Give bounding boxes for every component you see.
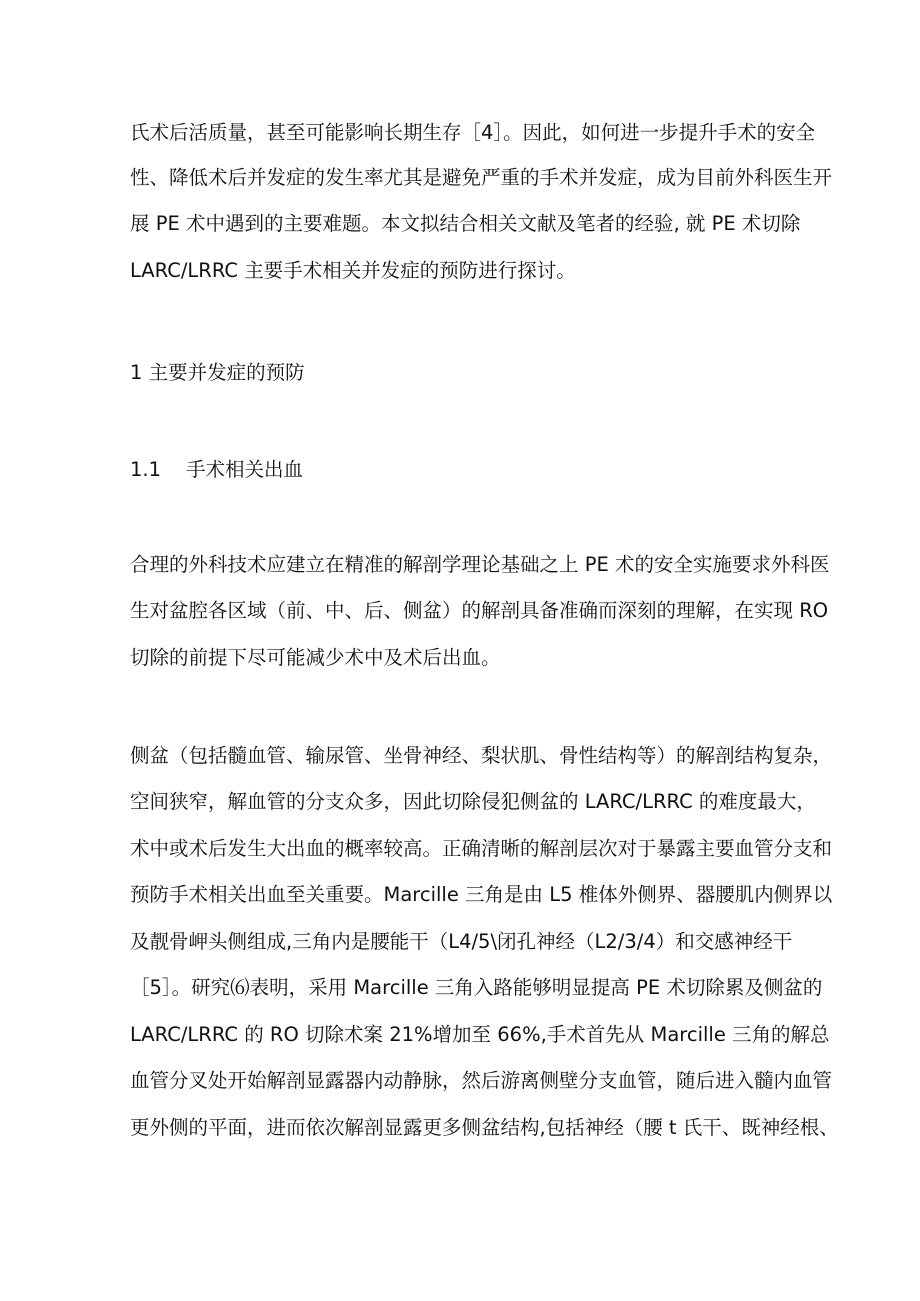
- text-line: LARC/LRRC 主要手术相关并发症的预防进行探讨。: [130, 259, 576, 282]
- text-line: ［5］。研究⑹表明，采用 Marcille 三角入路能够明显提高 PE 术切除累及侧盆的: [130, 976, 823, 999]
- subsection-title: 手术相关出血: [186, 458, 304, 481]
- text-line: 展 PE 术中遇到的主要难题。本文拟结合相关文献及笔者的经验, 就 PE 术切除: [130, 212, 801, 235]
- text-line: 生对盆腔各区域（前、中、后、侧盆）的解剖具备准确而深刻的理解，在实现 RO: [130, 599, 829, 622]
- text-line: 氏术后活质量，甚至可能影响长期生存［4］。因此，如何进一步提升手术的安全: [130, 121, 816, 144]
- text-line: 术中或术后发生大出血的概率较高。正确清晰的解剖层次对于暴露主要血管分支和: [130, 837, 833, 860]
- text-line: 预防手术相关出血至关重要。Marcille 三角是由 L5 椎体外侧界、器腰肌内侧界以: [130, 883, 833, 906]
- text-line: 及靓骨岬头侧组成,三角内是腰能干（L4/5\闭孔神经（L2/3/4）和交感神经干: [130, 930, 793, 953]
- text-line: 合理的外科技术应建立在精准的解剖学理论基础之上 PE 术的安全实施要求外科医: [130, 553, 830, 576]
- subsection-number: 1.1: [130, 458, 162, 481]
- subsection-heading: [130, 455, 303, 485]
- section-heading: 1 主要并发症的预防: [130, 361, 305, 384]
- text-line: 血管分叉处开始解剖显露器内动静脉，然后游离侧壁分支血管，随后进入髓内血管: [130, 1069, 833, 1092]
- text-line: 侧盆（包括髓血管、输尿管、坐骨神经、梨状肌、骨性结构等）的解剖结构复杂，: [130, 744, 833, 767]
- text-line: LARC/LRRC 的 RO 切除术案 21%增加至 66%,手术首先从 Marcille 三角的解总: [130, 1023, 830, 1046]
- text-line: 切除的前提下尽可能减少术中及术后出血。: [130, 646, 501, 669]
- text-line: 空间狭窄，解血管的分支众多，因此切除侵犯侧盆的 LARC/LRRC 的难度最大，: [130, 790, 816, 813]
- text-line: 更外侧的平面，进而依次解剖显露更多侧盆结构,包括神经（腰 t 氏干、既神经根、: [130, 1116, 839, 1139]
- text-line: 性、降低术后并发症的发生率尤其是避免严重的手术并发症，成为目前外科医生开: [130, 166, 833, 189]
